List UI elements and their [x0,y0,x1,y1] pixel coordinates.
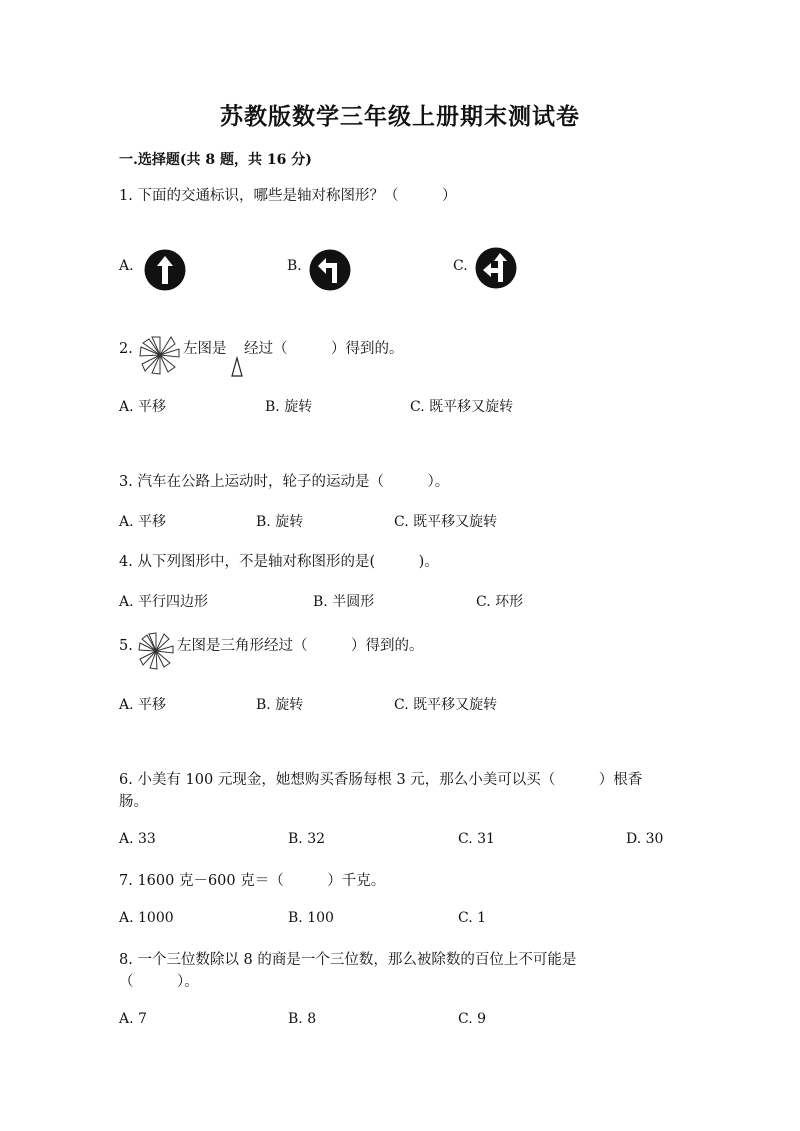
q1-option-c: C. [453,258,468,274]
pinwheel-icon [137,334,183,376]
q7-option-b: B. 100 [288,910,334,926]
question-6-stem-line2: 肠。 [119,794,148,810]
question-1-stem: 1. 下面的交通标识，哪些是轴对称图形？（ ） [119,188,457,204]
question-6-stem-line1: 6. 小美有 100 元现金，她想购买香肠每根 3 元，那么小美可以买（ ）根香 [119,772,643,788]
q2-option-c: C. 既平移又旋转 [410,399,514,415]
question-7-stem: 7. 1600 克－600 克＝（ ）千克。 [119,873,386,889]
q4-option-c: C. 环形 [476,594,524,610]
q8-option-a: A. 7 [119,1011,147,1027]
q2-stem-suffix: 经过（ ）得到的。 [244,341,404,357]
q4-option-b: B. 半圆形 [313,594,375,610]
q5-option-b: B. 旋转 [256,697,304,713]
left-turn-arrow-sign-icon [309,249,351,291]
q5-option-c: C. 既平移又旋转 [394,697,498,713]
q3-option-b: B. 旋转 [256,514,304,530]
question-8-stem-line1: 8. 一个三位数除以 8 的商是一个三位数，那么被除数的百位上不可能是 [119,952,577,968]
straight-arrow-sign-icon [144,249,186,291]
q8-option-b: B. 8 [288,1011,317,1027]
q5-stem-suffix: 左图是三角形经过（ ）得到的。 [177,638,424,654]
q8-option-c: C. 9 [458,1011,487,1027]
q6-option-b: B. 32 [288,831,326,847]
q6-option-d: D. 30 [626,831,664,847]
page-title: 苏教版数学三年级上册期末测试卷 [220,103,580,130]
q2-option-a: A. 平移 [119,399,167,415]
q1-option-b: B. [287,258,302,274]
question-8-stem-line2: （ ）。 [119,974,199,990]
q2-option-b: B. 旋转 [265,399,313,415]
section-heading: 一.选择题(共 8 题，共 16 分) [119,152,312,168]
q7-option-c: C. 1 [458,910,487,926]
question-4-stem: 4. 从下列图形中，不是轴对称图形的是( )。 [119,554,439,570]
q6-option-c: C. 31 [458,831,495,847]
q5-option-a: A. 平移 [119,697,167,713]
q7-option-a: A. 1000 [119,910,174,926]
triangle-icon [230,356,244,378]
q3-option-c: C. 既平移又旋转 [394,514,498,530]
q2-number: 2. [119,341,133,357]
q2-stem-mid: 左图是 [183,341,227,357]
q5-number: 5. [119,638,133,654]
straight-or-left-arrow-sign-icon [475,247,517,289]
question-3-stem: 3. 汽车在公路上运动时，轮子的运动是（ ）。 [119,474,450,490]
pinwheel-icon [137,631,175,671]
q6-option-a: A. 33 [119,831,156,847]
q1-option-a: A. [119,258,134,274]
q3-option-a: A. 平移 [119,514,167,530]
q4-option-a: A. 平行四边形 [119,594,209,610]
